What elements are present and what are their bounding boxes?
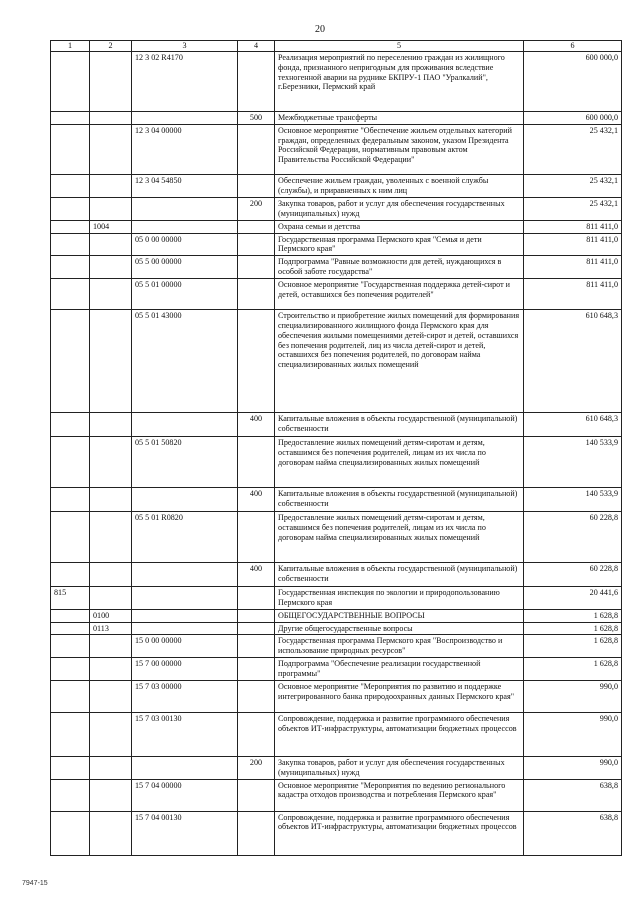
table-row — [51, 756, 622, 779]
column-header: 1 — [51, 41, 90, 52]
table-row — [51, 712, 622, 756]
section-code-cell — [90, 437, 132, 488]
column-header: 3 — [132, 41, 238, 52]
amount-cell: 25 432,1 — [524, 197, 622, 220]
org-code-cell — [51, 197, 90, 220]
amount-cell: 990,0 — [524, 712, 622, 756]
org-code-cell: 815 — [51, 587, 90, 610]
section-code-cell — [90, 197, 132, 220]
target-code-cell — [132, 563, 238, 587]
org-code-cell — [51, 779, 90, 811]
item-name-cell: Сопровождение, поддержка и развитие программного обеспечения объектов ИТ-инфраструктуры, автоматизации бюджетных процессов — [275, 811, 524, 855]
target-code-cell: 05 5 01 50820 — [132, 437, 238, 488]
expense-type-cell: 400 — [238, 563, 275, 587]
org-code-cell — [51, 437, 90, 488]
org-code-cell — [51, 279, 90, 310]
amount-cell: 610 648,3 — [524, 413, 622, 437]
item-name-cell: Капитальные вложения в объекты государственной (муниципальной) собственности — [275, 563, 524, 587]
expense-type-cell — [238, 220, 275, 233]
section-code-cell — [90, 587, 132, 610]
expense-type-cell: 500 — [238, 111, 275, 124]
table-row — [51, 413, 622, 437]
table-row — [51, 658, 622, 681]
org-code-cell — [51, 310, 90, 413]
item-name-cell: Охрана семьи и детства — [275, 220, 524, 233]
org-code-cell — [51, 811, 90, 855]
target-code-cell: 12 3 04 54850 — [132, 174, 238, 197]
target-code-cell — [132, 587, 238, 610]
amount-cell: 600 000,0 — [524, 111, 622, 124]
table-row — [51, 233, 622, 256]
item-name-cell: Закупка товаров, работ и услуг для обеспечения государственных (муниципальных) нужд — [275, 756, 524, 779]
section-code-cell — [90, 756, 132, 779]
org-code-cell — [51, 124, 90, 174]
amount-cell: 60 228,8 — [524, 563, 622, 587]
target-code-cell — [132, 197, 238, 220]
section-code-cell — [90, 658, 132, 681]
target-code-cell: 15 0 00 00000 — [132, 635, 238, 658]
section-code-cell — [90, 279, 132, 310]
section-code-cell — [90, 563, 132, 587]
table-row — [51, 437, 622, 488]
amount-cell: 811 411,0 — [524, 279, 622, 310]
amount-cell: 25 432,1 — [524, 124, 622, 174]
target-code-cell: 12 3 04 00000 — [132, 124, 238, 174]
amount-cell: 638,8 — [524, 811, 622, 855]
section-code-cell — [90, 51, 132, 111]
section-code-cell: 1004 — [90, 220, 132, 233]
section-code-cell — [90, 174, 132, 197]
target-code-cell — [132, 413, 238, 437]
amount-cell: 60 228,8 — [524, 512, 622, 563]
target-code-cell: 05 0 00 00000 — [132, 233, 238, 256]
amount-cell: 990,0 — [524, 756, 622, 779]
item-name-cell: Межбюджетные трансферты — [275, 111, 524, 124]
column-header: 5 — [275, 41, 524, 52]
target-code-cell — [132, 756, 238, 779]
target-code-cell: 12 3 02 R4170 — [132, 51, 238, 111]
item-name-cell: Капитальные вложения в объекты государственной (муниципальной) собственности — [275, 488, 524, 512]
target-code-cell: 15 7 03 00130 — [132, 712, 238, 756]
amount-cell: 610 648,3 — [524, 310, 622, 413]
footer-code: 7947-15 — [22, 880, 48, 887]
table-row — [51, 680, 622, 712]
item-name-cell: Основное мероприятие "Мероприятия по ведению регионального кадастра отходов производства и потребления Пермского края" — [275, 779, 524, 811]
target-code-cell: 05 5 00 00000 — [132, 256, 238, 279]
table-row — [51, 197, 622, 220]
amount-cell: 140 533,9 — [524, 488, 622, 512]
target-code-cell — [132, 609, 238, 622]
table-row — [51, 220, 622, 233]
table-row — [51, 174, 622, 197]
item-name-cell: ОБЩЕГОСУДАРСТВЕННЫЕ ВОПРОСЫ — [275, 609, 524, 622]
amount-cell: 25 432,1 — [524, 174, 622, 197]
amount-cell: 811 411,0 — [524, 256, 622, 279]
section-code-cell — [90, 111, 132, 124]
section-code-cell — [90, 124, 132, 174]
item-name-cell: Подпрограмма "Равные возможности для детей, нуждающихся в особой заботе государства" — [275, 256, 524, 279]
column-header: 4 — [238, 41, 275, 52]
expense-type-cell — [238, 512, 275, 563]
expense-type-cell: 200 — [238, 197, 275, 220]
org-code-cell — [51, 756, 90, 779]
table-row — [51, 279, 622, 310]
section-code-cell: 0100 — [90, 609, 132, 622]
org-code-cell — [51, 488, 90, 512]
org-code-cell — [51, 622, 90, 635]
expense-type-cell — [238, 174, 275, 197]
table-row — [51, 512, 622, 563]
section-code-cell — [90, 256, 132, 279]
expense-type-cell — [238, 609, 275, 622]
target-code-cell: 15 7 00 00000 — [132, 658, 238, 681]
amount-cell: 811 411,0 — [524, 220, 622, 233]
table-row — [51, 256, 622, 279]
expense-type-cell — [238, 635, 275, 658]
org-code-cell — [51, 658, 90, 681]
org-code-cell — [51, 609, 90, 622]
item-name-cell: Предоставление жилых помещений детям-сиротам и детям, оставшимся без попечения родителей, лицам из их числа по договорам найма специализированных жилых помещений — [275, 512, 524, 563]
target-code-cell: 05 5 01 R0820 — [132, 512, 238, 563]
amount-cell: 811 411,0 — [524, 233, 622, 256]
amount-cell: 20 441,6 — [524, 587, 622, 610]
section-code-cell — [90, 413, 132, 437]
target-code-cell: 05 5 01 43000 — [132, 310, 238, 413]
org-code-cell — [51, 563, 90, 587]
org-code-cell — [51, 174, 90, 197]
org-code-cell — [51, 220, 90, 233]
amount-cell: 1 628,8 — [524, 658, 622, 681]
expense-type-cell — [238, 658, 275, 681]
expense-type-cell: 200 — [238, 756, 275, 779]
org-code-cell — [51, 256, 90, 279]
section-code-cell — [90, 811, 132, 855]
org-code-cell — [51, 413, 90, 437]
page-number: 20 — [315, 24, 325, 35]
item-name-cell: Подпрограмма "Обеспечение реализации государственной программы" — [275, 658, 524, 681]
section-code-cell — [90, 512, 132, 563]
table-row — [51, 310, 622, 413]
target-code-cell: 15 7 04 00130 — [132, 811, 238, 855]
amount-cell: 600 000,0 — [524, 51, 622, 111]
expense-type-cell — [238, 779, 275, 811]
expense-type-cell — [238, 680, 275, 712]
amount-cell: 1 628,8 — [524, 635, 622, 658]
item-name-cell: Капитальные вложения в объекты государственной (муниципальной) собственности — [275, 413, 524, 437]
budget-table — [50, 40, 622, 856]
column-header: 2 — [90, 41, 132, 52]
item-name-cell: Закупка товаров, работ и услуг для обеспечения государственных (муниципальных) нужд — [275, 197, 524, 220]
column-number-row — [51, 41, 622, 52]
item-name-cell: Строительство и приобретение жилых помещений для формирования специализированного жилищного фонда Пермского края для обеспечения жилыми помещениями детей-сирот и детей, оставшихся без попечения родителей, лиц из числа детей-сирот и детей, оставшихся без попечения родителей, по договорам найма специализированных жилых помещений — [275, 310, 524, 413]
item-name-cell: Государственная инспекция по экологии и природопользованию Пермского края — [275, 587, 524, 610]
expense-type-cell — [238, 811, 275, 855]
table-row — [51, 51, 622, 111]
section-code-cell: 0113 — [90, 622, 132, 635]
org-code-cell — [51, 512, 90, 563]
target-code-cell: 15 7 03 00000 — [132, 680, 238, 712]
table-row — [51, 609, 622, 622]
target-code-cell: 15 7 04 00000 — [132, 779, 238, 811]
table-row — [51, 779, 622, 811]
expense-type-cell: 400 — [238, 413, 275, 437]
table-row — [51, 587, 622, 610]
org-code-cell — [51, 712, 90, 756]
expense-type-cell — [238, 310, 275, 413]
target-code-cell — [132, 220, 238, 233]
expense-type-cell — [238, 622, 275, 635]
target-code-cell — [132, 488, 238, 512]
amount-cell: 638,8 — [524, 779, 622, 811]
expense-type-cell — [238, 279, 275, 310]
item-name-cell: Основное мероприятие "Мероприятия по развитию и поддержке интегрированного банка природоохранных данных Пермского края" — [275, 680, 524, 712]
expense-type-cell — [238, 256, 275, 279]
column-header: 6 — [524, 41, 622, 52]
expense-type-cell — [238, 587, 275, 610]
expense-type-cell — [238, 233, 275, 256]
expense-type-cell: 400 — [238, 488, 275, 512]
amount-cell: 1 628,8 — [524, 622, 622, 635]
item-name-cell: Основное мероприятие "Обеспечение жильем отдельных категорий граждан, определенных федеральным законом, указом Президента Российской Федерации, нормативным правовым актом Правительства Российской Федерации" — [275, 124, 524, 174]
section-code-cell — [90, 635, 132, 658]
section-code-cell — [90, 779, 132, 811]
target-code-cell — [132, 622, 238, 635]
section-code-cell — [90, 310, 132, 413]
amount-cell: 140 533,9 — [524, 437, 622, 488]
target-code-cell: 05 5 01 00000 — [132, 279, 238, 310]
amount-cell: 1 628,8 — [524, 609, 622, 622]
section-code-cell — [90, 488, 132, 512]
org-code-cell — [51, 111, 90, 124]
expense-type-cell — [238, 51, 275, 111]
amount-cell: 990,0 — [524, 680, 622, 712]
item-name-cell: Государственная программа Пермского края "Воспроизводство и использование природных ресурсов" — [275, 635, 524, 658]
item-name-cell: Основное мероприятие "Государственная поддержка детей-сирот и детей, оставшихся без попечения родителей" — [275, 279, 524, 310]
org-code-cell — [51, 233, 90, 256]
table-row — [51, 811, 622, 855]
org-code-cell — [51, 680, 90, 712]
item-name-cell: Предоставление жилых помещений детям-сиротам и детям, оставшимся без попечения родителей, лицам из их числа по договорам найма специализированных жилых помещений — [275, 437, 524, 488]
table-row — [51, 111, 622, 124]
table-row — [51, 124, 622, 174]
item-name-cell: Обеспечение жильем граждан, уволенных с военной службы (службы), и приравненных к ним лиц — [275, 174, 524, 197]
expense-type-cell — [238, 124, 275, 174]
item-name-cell: Сопровождение, поддержка и развитие программного обеспечения объектов ИТ-инфраструктуры, автоматизации бюджетных процессов — [275, 712, 524, 756]
expense-type-cell — [238, 437, 275, 488]
table-row — [51, 563, 622, 587]
item-name-cell: Реализация мероприятий по переселению граждан из жилищного фонда, признанного непригодным для проживания вследствие техногенной аварии на руднике БКПРУ-1 ПАО "Уралкалий", г.Березники, Пермский край — [275, 51, 524, 111]
section-code-cell — [90, 680, 132, 712]
item-name-cell: Другие общегосударственные вопросы — [275, 622, 524, 635]
org-code-cell — [51, 51, 90, 111]
org-code-cell — [51, 635, 90, 658]
section-code-cell — [90, 712, 132, 756]
table-row — [51, 622, 622, 635]
table-row — [51, 488, 622, 512]
table-row — [51, 635, 622, 658]
expense-type-cell — [238, 712, 275, 756]
target-code-cell — [132, 111, 238, 124]
item-name-cell: Государственная программа Пермского края "Семья и дети Пермского края" — [275, 233, 524, 256]
section-code-cell — [90, 233, 132, 256]
